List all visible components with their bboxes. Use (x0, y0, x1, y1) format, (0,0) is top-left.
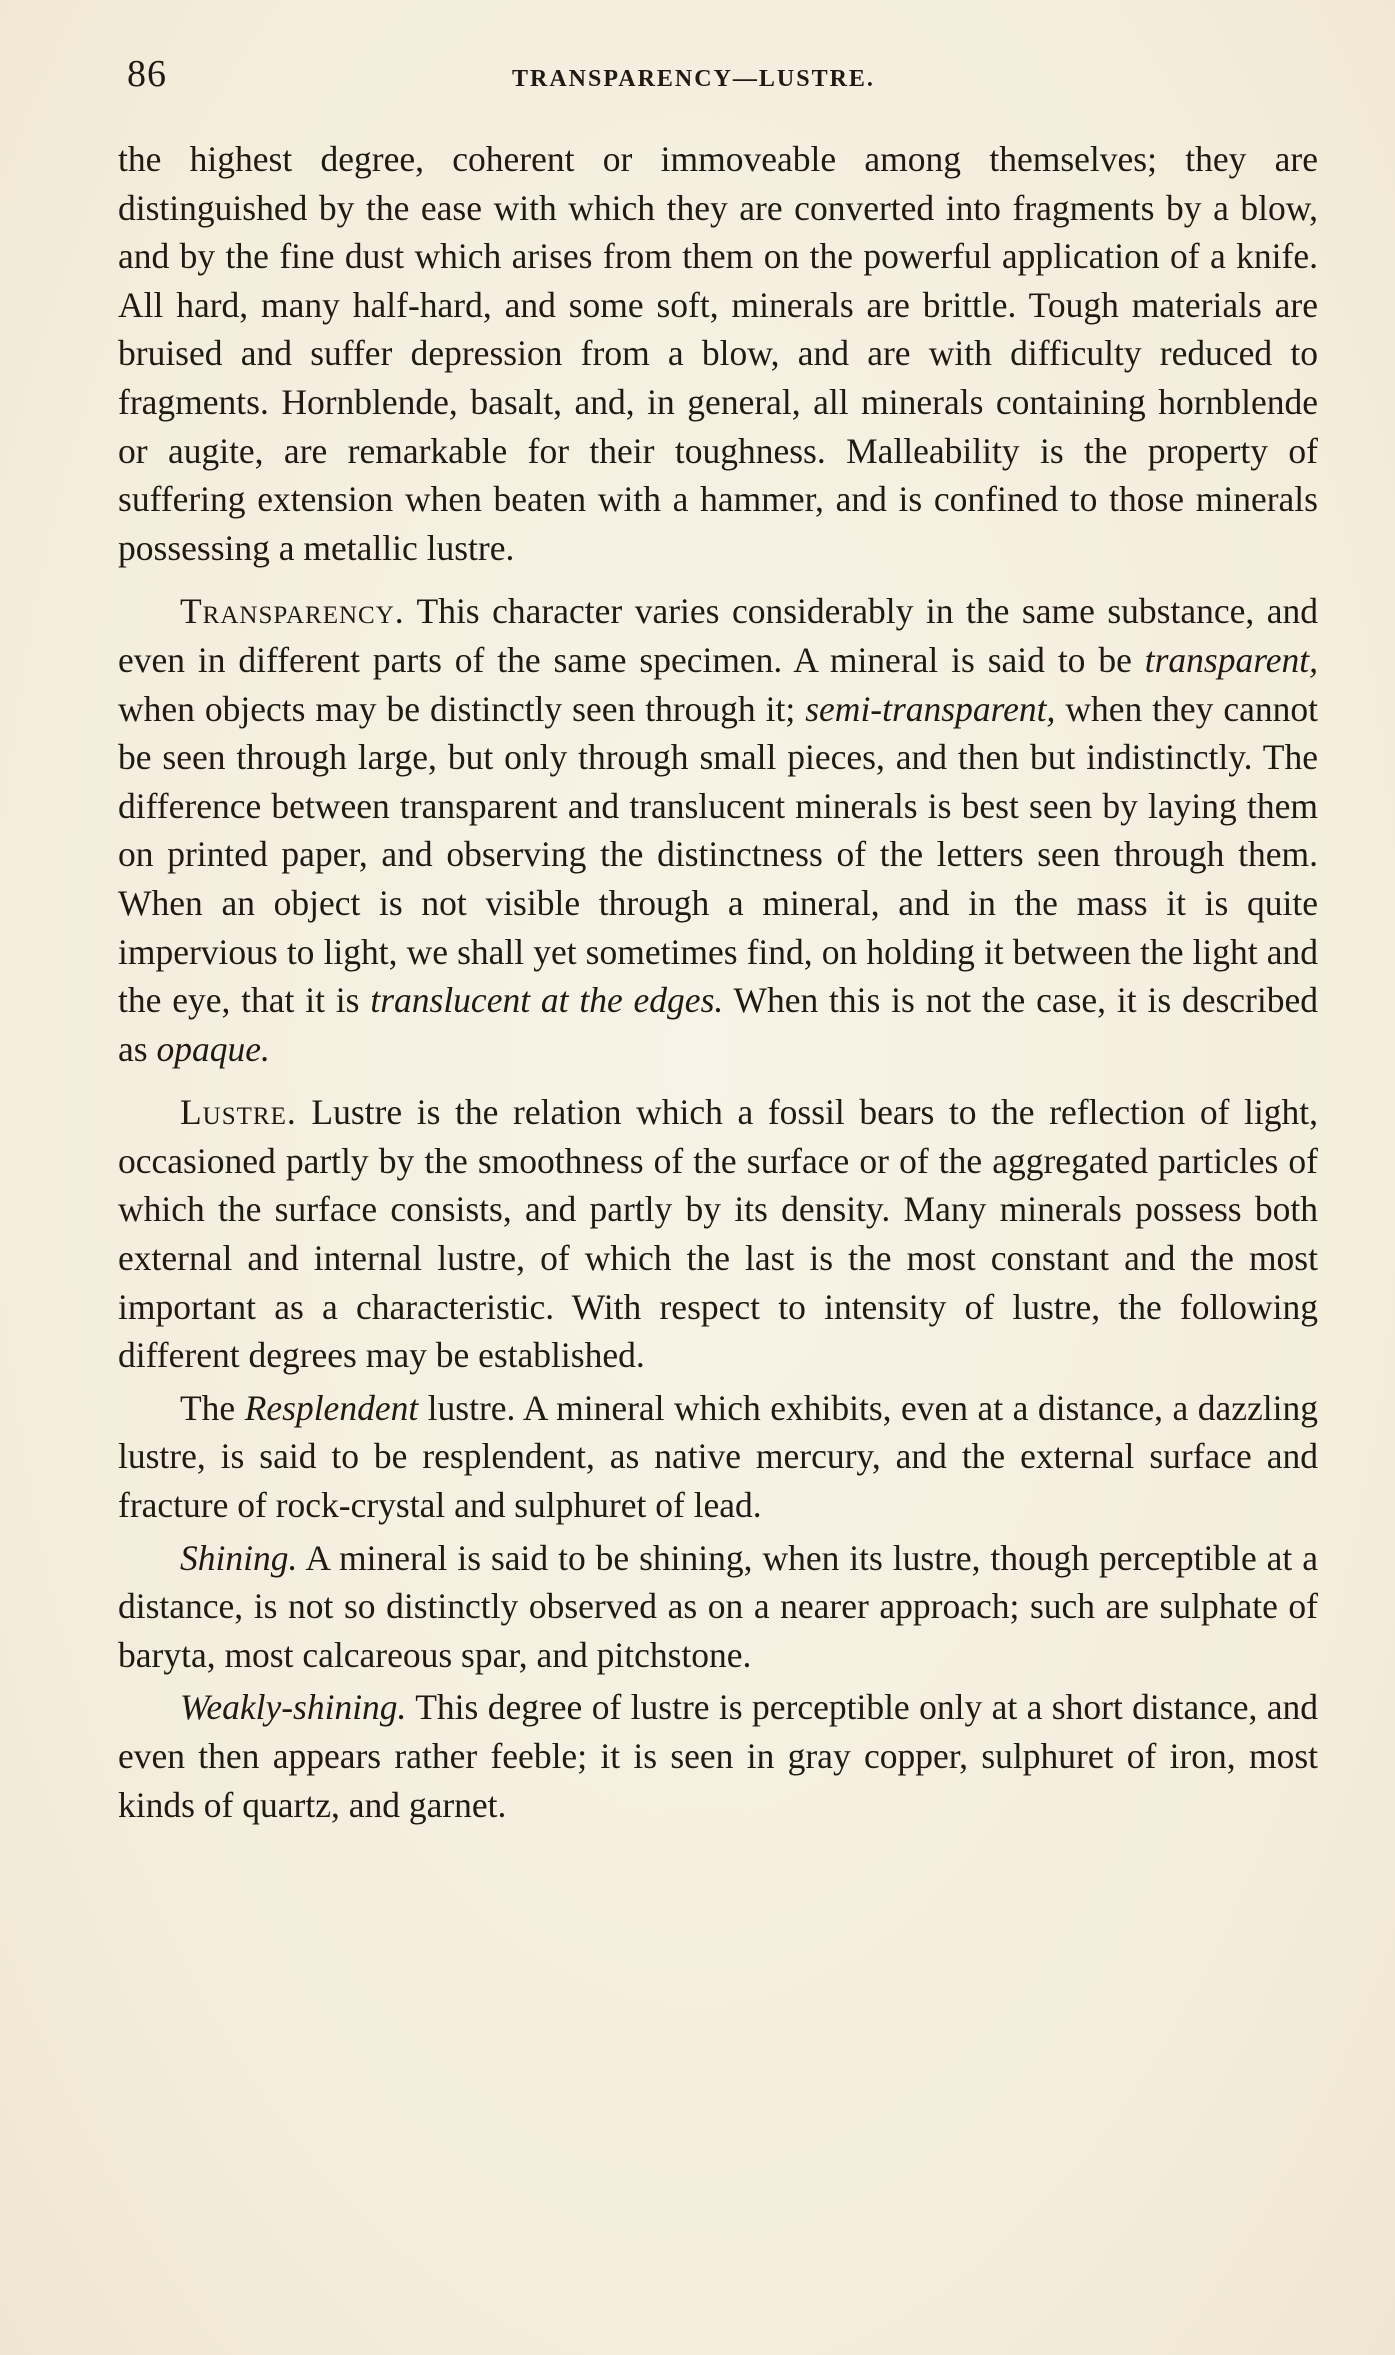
term-semi-transparent: semi-transparent, (805, 688, 1056, 729)
paragraph-text: This degree of lustre is perceptible only at a short distance, and even then appears rather feeble; it is seen in gray copper, sulphuret of iron, most kinds of quartz, and garnet. (118, 1687, 1318, 1825)
body-text (118, 135, 1318, 1829)
paragraph-resplendent (118, 1384, 1318, 1530)
paragraph-text: the highest degree, coherent or immoveable among themselves; they are distinguished by the ease with which they are converted into fragments by a blow, and by the fine dust which arises from them on the powerful application of a knife. All hard, many half-hard, and some soft, minerals are brittle. Tough materials are bruised and suffer depression from a blow, and are with difficulty reduced to fragments. Hornblende, basalt, and, in general, all minerals containing hornblende or augite, are remarkable for their toughness. Malleability is the property of suffering extension when beaten with a hammer, and is confined to those minerals possessing a metallic lustre. (118, 139, 1318, 568)
paragraph-lustre (118, 1088, 1318, 1380)
running-title: TRANSPARENCY—LUSTRE. (512, 66, 875, 92)
section-heading-lustre: Lustre. (180, 1092, 297, 1133)
paragraph-shining (118, 1534, 1318, 1680)
paragraph-text: This character varies considerably in the same substance, and even in different parts of the same specimen. A mineral is said to be (118, 591, 1318, 680)
term-resplendent: Resplendent (244, 1387, 419, 1428)
paragraph-text: when objects may be distinctly seen through it; (118, 688, 806, 729)
term-opaque: opaque. (156, 1028, 270, 1069)
page-number: 86 (127, 53, 167, 95)
section-heading-transparency: Transparency. (180, 591, 405, 632)
term-shining: Shining. (180, 1537, 298, 1578)
paragraph-weakly-shining (118, 1683, 1318, 1829)
paragraph-text: Lustre is the relation which a fossil bears to the reflection of light, occasioned partly by the smoothness of the surface or of the aggregated particles of which the surface consists, and partly by its density. Many minerals possess both external and internal lustre, of which the last is the most constant and the most important as a characteristic. With respect to intensity of lustre, the following different degrees may be established. (118, 1092, 1318, 1376)
paragraph-text: when they cannot be seen through large, but only through small pieces, and then but indistinctly. The difference between transparent and translucent minerals is best seen by laying them on printed paper, and observing the distinctness of the letters seen through them. When an object is not visible through a mineral, and in the mass it is quite impervious to light, we shall yet sometimes find, on holding it between the light and the eye, that it is (118, 688, 1318, 1021)
term-transparent: transparent, (1144, 639, 1318, 680)
term-translucent-at-edges: translucent at the edges. (370, 980, 724, 1021)
term-weakly-shining: Weakly-shining. (180, 1687, 407, 1728)
paragraph-brittleness (118, 135, 1318, 572)
page-header (127, 52, 1307, 102)
paragraph-text: A mineral is said to be shining, when its lustre, though perceptible at a distance, is not so distinctly observed as on a nearer approach; such are sulphate of baryta, most calcareous spar, and pitchstone. (118, 1537, 1318, 1675)
paragraph-transparency (118, 587, 1318, 1073)
paragraph-text: The (180, 1387, 245, 1428)
paragraph-text: When this is not the case, it is described as (118, 980, 1318, 1069)
paragraph-text: lustre. A mineral which exhibits, even at a distance, a dazzling lustre, is said to be resplendent, as native mercury, and the external surface and fracture of rock-crystal and sulphuret of lead. (118, 1387, 1318, 1526)
